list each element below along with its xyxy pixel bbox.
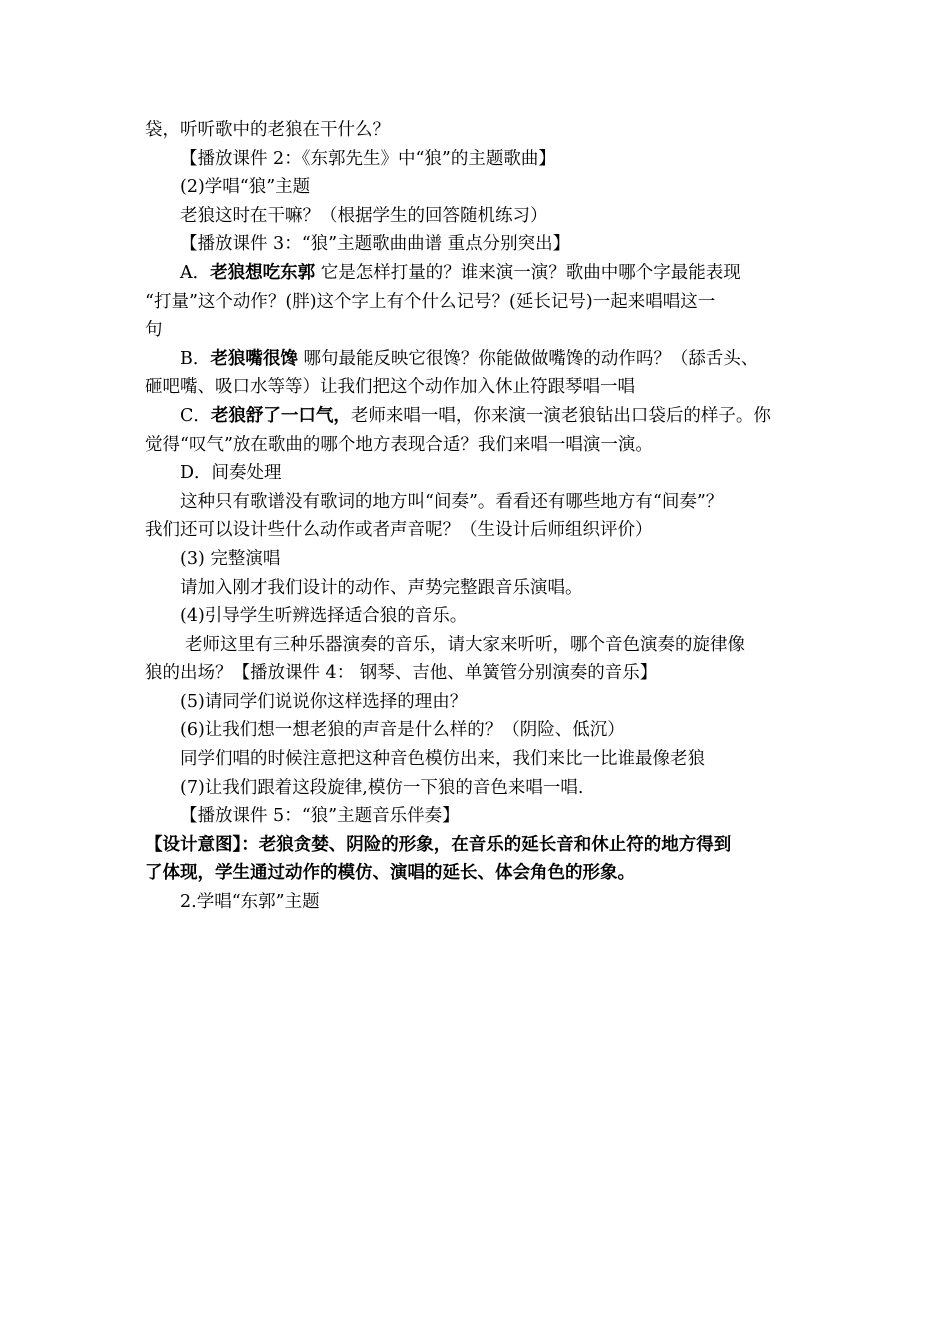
step-heading: (3) 完整演唱 (180, 548, 281, 569)
item-b-title: 老狼嘴很馋 (210, 348, 298, 369)
paragraph-line: 请加入刚才我们设计的动作、声势完整跟音乐演唱。 (180, 577, 583, 598)
step-heading: (2)学唱“狼”主题 (180, 177, 311, 198)
design-intent-line: 了体现，学生通过动作的模仿、演唱的延长、体会角色的形象。 (145, 863, 635, 884)
item-c-text: 老师来唱一唱，你来演一演老狼钻出口袋后的样子。你 (350, 405, 771, 426)
item-b-text: 哪句最能反映它很馋？你能做做嘴馋的动作吗？（舔舌头、 (297, 348, 759, 369)
item-c-line (145, 402, 810, 431)
step-heading: (6)让我们想一想老狼的声音是什么样的？（阴险、低沉） (180, 720, 625, 741)
paragraph-line: 狼的出场？【播放课件 4： 钢琴、吉他、单簧管分别演奏的音乐】 (145, 663, 658, 684)
paragraph-line: 这种只有歌谱没有歌词的地方叫“间奏”。看看还有哪些地方有“间奏”？ (180, 491, 724, 512)
item-c-prefix: C． (180, 405, 211, 426)
item-d-line: D．间奏处理 (180, 463, 282, 484)
design-intent-line: 【设计意图】：老狼贪婪、阴险的形象，在音乐的延长音和休止符的地方得到 (145, 834, 732, 855)
section-heading: 2.学唱“东郭”主题 (180, 892, 320, 913)
item-a-title: 老狼想吃东郭 (210, 262, 316, 283)
paragraph-line: 砸吧嘴、吸口水等等）让我们把这个动作加入休止符跟琴唱一唱 (145, 377, 635, 398)
item-a-line (145, 259, 810, 288)
step-heading: (7)让我们跟着这段旋律,模仿一下狼的音色来唱一唱. (180, 777, 584, 798)
step-heading: (5)请同学们说说你这样选择的理由？ (180, 691, 468, 712)
item-b-prefix: B． (180, 348, 211, 369)
document-body (145, 116, 810, 917)
paragraph-line: 我们还可以设计些什么动作或者声音呢？（生设计后师组织评价） (145, 520, 653, 541)
paragraph-line: “打量”这个动作？(胖)这个字上有个什么记号？(延长记号)一起来唱唱这一 (145, 291, 716, 312)
item-a-prefix: A． (180, 262, 211, 283)
paragraph-line: 袋，听听歌中的老狼在干什么？ (145, 120, 390, 140)
paragraph-line: 老狼这时在干嘛？（根据学生的回答随机练习） (180, 205, 548, 226)
item-b-line (145, 345, 810, 374)
item-a-text: 它是怎样打量的？谁来演一演？歌曲中哪个字最能表现 (315, 262, 741, 283)
paragraph-line: 老师这里有三种乐器演奏的音乐，请大家来听听，哪个音色演奏的旋律像 (185, 634, 745, 655)
paragraph-line: 句 (145, 320, 163, 341)
courseware-note: 【播放课件 5：“狼”主题音乐伴奏】 (180, 806, 460, 827)
paragraph-line: 同学们唱的时候注意把这种音色模仿出来，我们来比一比谁最像老狼 (180, 749, 705, 770)
courseware-note: 【播放课件 2：《东郭先生》中“狼”的主题歌曲】 (180, 148, 556, 169)
paragraph-line: 觉得“叹气”放在歌曲的哪个地方表现合适？我们来唱一唱演一演。 (145, 434, 653, 455)
courseware-note: 【播放课件 3：“狼”主题歌曲曲谱 重点分别突出】 (180, 234, 571, 255)
step-heading: (4)引导学生听辨选择适合狼的音乐。 (180, 606, 468, 627)
item-c-title: 老狼舒了一口气， (210, 405, 351, 426)
